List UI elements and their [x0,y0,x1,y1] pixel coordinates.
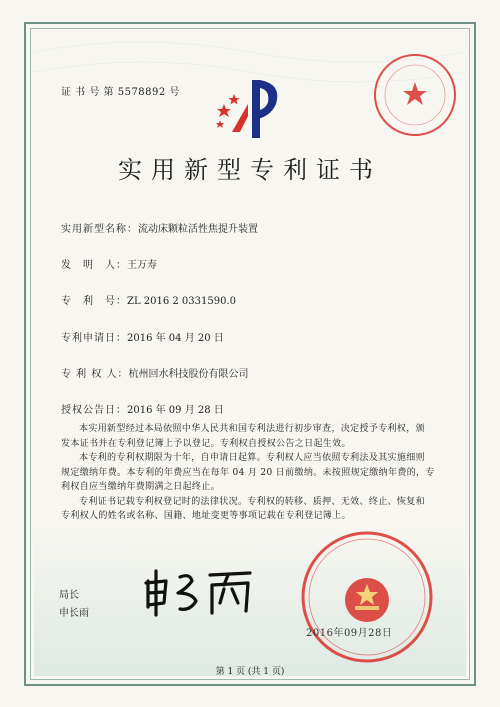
grant-date-row [61,401,224,416]
inventor-row [61,256,157,271]
patentee-value: 杭州回水科技股份有限公司 [128,369,249,380]
body-line: 本专利的专利权期限为十年，自申请日起算。专利权人应当依照专利法及其实施细则 [79,453,425,463]
utility-model-name-row [61,220,258,235]
patentee-label: 专 利 权 人： [61,369,129,380]
agency-seal-stamp [372,52,458,138]
filing-date-value: 2016 年 04 月 20 日 [127,333,224,344]
cnipa-official-seal [298,528,436,666]
seal-date: 2016年09月28日 [306,628,393,639]
certificate-title: 实用新型专利证书 [118,156,382,184]
patentee-row [61,365,249,380]
page-footer: 第 1 页 (共 1 页) [215,667,285,677]
grant-date-label: 授权公告日： [61,405,127,416]
body-line: 规定缴纳年费。本专利的年费应当在每年 04 月 20 日前缴纳。未按照规定缴纳年费的，专 [61,467,435,478]
filing-date-row [61,329,224,344]
cnipa-logo-icon [212,74,282,144]
inventor-value: 王万寿 [127,260,157,271]
patent-number-value: ZL 2016 2 0331590.0 [127,296,237,307]
filing-date-label: 专利申请日： [61,333,127,344]
inventor-label: 发 明 人： [61,260,127,271]
patent-number-label: 专 利 号： [61,296,127,307]
body-line: 专利证书记载专利权登记时的法律状况。专利权的转移、质押、无效、终止、恢复和 [79,496,425,507]
patent-number-row [61,292,236,307]
body-line: 专利权人的姓名或名称、国籍、地址变更等事项记载在专利登记簿上。 [61,511,351,521]
director-name: 申长雨 [59,608,89,619]
grant-date-value: 2016 年 09 月 28 日 [127,405,224,416]
utility-model-name-label: 实用新型名称： [61,224,138,235]
body-line: 本实用新型经过本局依照中华人民共和国专利法进行初步审查，决定授予专利权，颁 [79,424,425,434]
utility-model-name-value: 流动床颗粒活性焦提升装置 [138,224,258,235]
director-signature-image [140,563,260,619]
body-line: 发本证书并在专利登记簿上予以登记。专利权自授权公告之日起生效。 [61,438,351,449]
certificate-body-text [61,422,441,524]
body-line: 利权自应当缴纳年费期满之日起终止。 [61,482,220,492]
director-title: 局长 [59,590,79,601]
certificate-number: 证 书 号 第 5578892 号 [61,87,180,98]
